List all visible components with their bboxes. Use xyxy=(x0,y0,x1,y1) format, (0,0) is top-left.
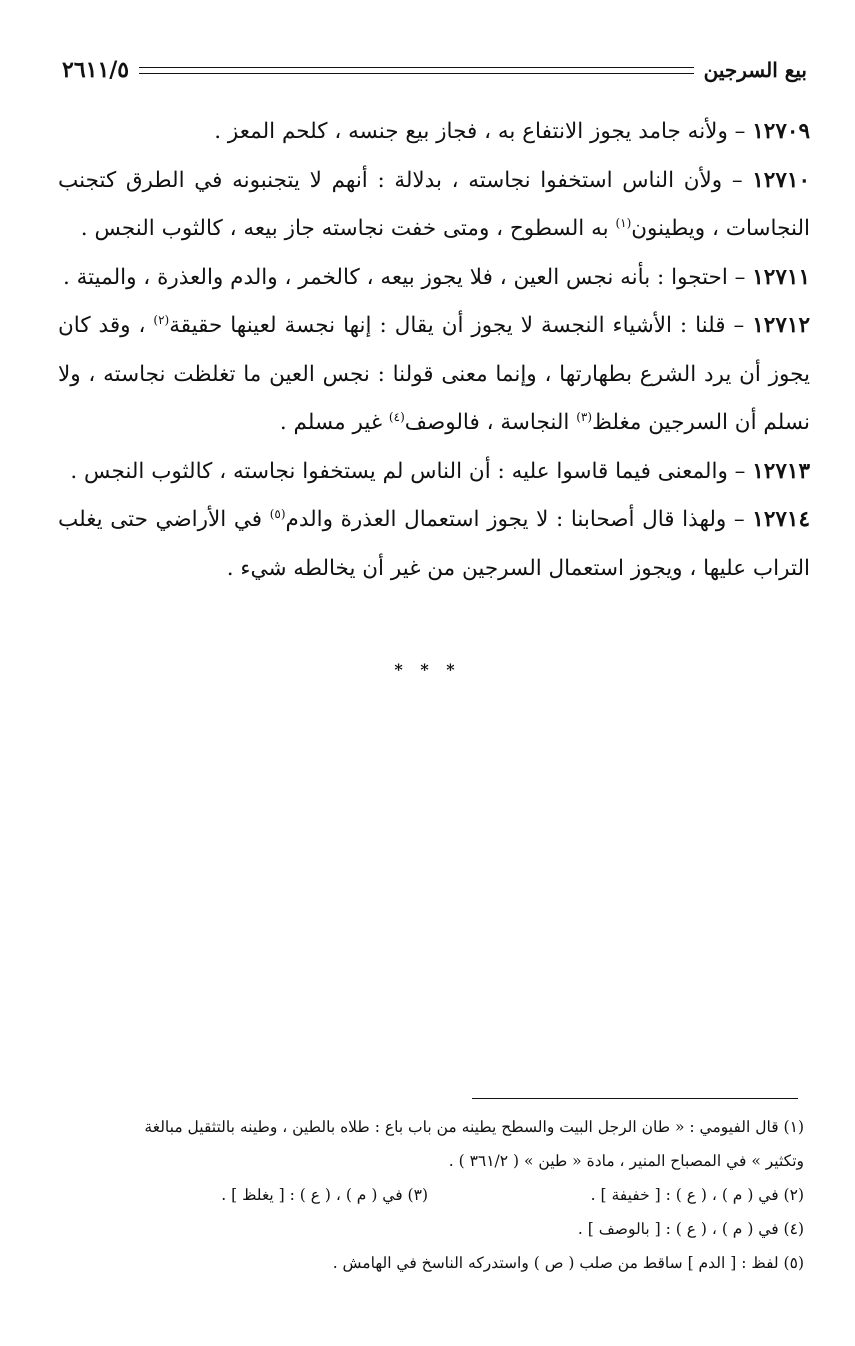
paragraph-number: ١٢٧١٠ xyxy=(752,167,810,193)
paragraph-number: ١٢٧١٢ xyxy=(752,313,810,338)
footnotes xyxy=(52,1110,804,1280)
footnote-ref: (٣) xyxy=(576,409,593,424)
paragraph-12710 xyxy=(58,157,810,254)
paragraph-text: – ولأنه جامد يجوز الانتفاع به ، فجاز بيع جنسه ، كلحم المعز . xyxy=(214,119,753,144)
paragraph-text: – ولهذا قال أصحابنا : لا يجوز استعمال العذرة والدم xyxy=(285,507,753,532)
paragraph-text: النجاسة ، فالوصف xyxy=(404,410,577,435)
header-rule xyxy=(139,67,694,74)
footnote-rule xyxy=(472,1098,798,1099)
paragraph-12714 xyxy=(58,496,810,593)
paragraph-text: به السطوح ، ومتى خفت نجاسته جاز بيعه ، كالثوب النجس . xyxy=(80,216,616,241)
main-text xyxy=(58,108,810,593)
paragraph-12711 xyxy=(58,254,810,303)
footnote-row xyxy=(52,1178,804,1212)
footnote-1: (١) قال الفيومي : « طان الرجل البيت والسطح يطينه من باب باع : طلاه بالطين ، وطينه بالتثقيل مبالغة xyxy=(144,1118,804,1136)
footnote-ref: (٤) xyxy=(388,409,405,424)
section-separator: * * * xyxy=(394,660,461,679)
footnote-ref: (١) xyxy=(615,215,632,230)
chapter-title: بيع السرجين xyxy=(703,58,807,82)
page-number: ٢٦١١/٥ xyxy=(62,57,130,83)
paragraph-number: ١٢٧٠٩ xyxy=(752,119,810,144)
footnote-1-continued: وتكثير » في المصباح المنير ، مادة « طين » ( ٣٦١/٢ ) . xyxy=(448,1152,804,1170)
paragraph-text: – قلنا : الأشياء النجسة لا يجوز أن يقال : إنها نجسة لعينها حقيقة xyxy=(169,313,753,338)
paragraph-text: – احتجوا : بأنه نجس العين ، فلا يجوز بيعه ، كالخمر ، والدم والعذرة ، والميتة . xyxy=(62,264,753,290)
paragraph-text: – والمعنى فيما قاسوا عليه : أن الناس لم يستخفوا نجاسته ، كالثوب النجس . xyxy=(70,458,753,484)
running-header xyxy=(62,52,807,88)
paragraph-text: ، وقد كان يجوز أن يرد الشرع بطهارتها ، وإنما معنى قولنا : نجس العين ما تغلظت نجاسته ، ولا نسلم أن السرجين مغلظ xyxy=(58,313,810,435)
paragraph-number: ١٢٧١٣ xyxy=(752,458,810,484)
paragraph-number: ١٢٧١٤ xyxy=(752,507,811,532)
footnote-ref: (٥) xyxy=(269,506,286,521)
paragraph-12709 xyxy=(58,108,810,157)
footnote-ref: (٢) xyxy=(153,312,170,327)
paragraph-text: غير مسلم . xyxy=(279,410,389,435)
paragraph-text: في الأراضي حتى يغلب التراب عليها ، ويجوز استعمال السرجين من غير أن يخالطه شيء . xyxy=(58,507,810,581)
paragraph-text: – ولأن الناس استخفوا نجاسته ، بدلالة : أنهم لا يتجنبونه في الطرق كتجنب النجاسات ، ويطينون xyxy=(58,167,810,241)
footnote-2: (٢) في ( م ) ، ( ع ) : [ خفيفة ] . xyxy=(590,1186,804,1204)
paragraph-number: ١٢٧١١ xyxy=(752,264,810,290)
footnote-4: (٤) في ( م ) ، ( ع ) : [ بالوصف ] . xyxy=(577,1220,804,1238)
paragraph-12712 xyxy=(58,302,810,448)
footnote-3: (٣) في ( م ) ، ( ع ) : [ يغلظ ] . xyxy=(221,1186,428,1204)
paragraph-12713 xyxy=(58,448,810,497)
footnote-5: (٥) لفظ : [ الدم ] ساقط من صلب ( ص ) واستدركه الناسخ في الهامش . xyxy=(332,1254,804,1272)
